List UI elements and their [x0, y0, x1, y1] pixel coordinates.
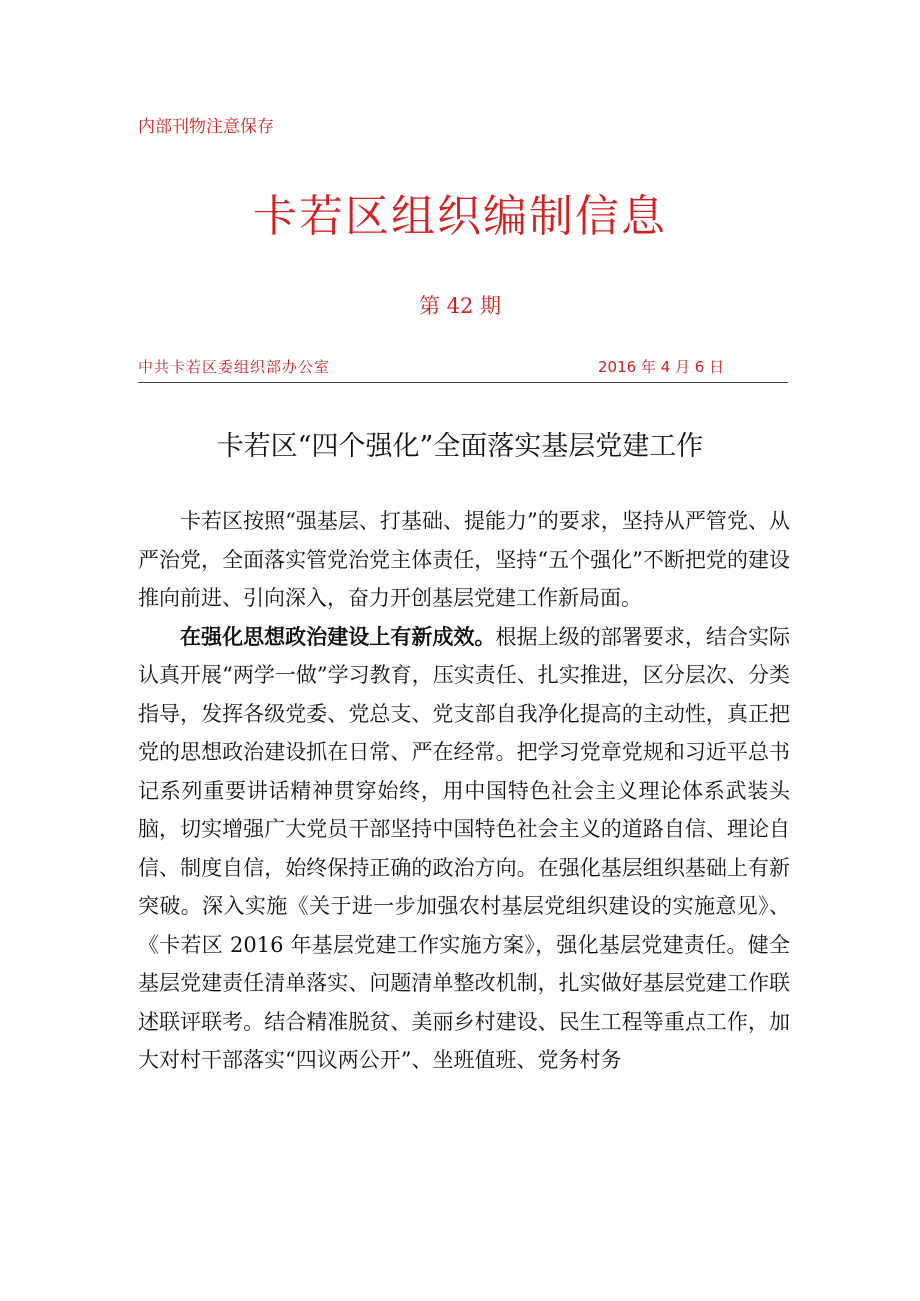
paragraph-text: 根据上级的部署要求，结合实际认真开展“两学一做”学习教育，压实责任、扎实推进，区分层次、分类指导，发挥各级党委、党总支、党支部自我净化提高的主动性，真正把党的思想政治建设抓在日常、严在经常。把学习党章党规和习近平总书记系列重要讲话精神贯穿始终，用中国特色社会主义理论体系武装头脑，切实增强广大党员干部坚持中国特色社会主义的道路自信、理论自信、制度自信，始终保持正确的政治方向。在强化基层组织基础上有新突破。深入实施《关于进一步加强农村基层党组织建设的实施意见》、《卡若区 2016 年基层党建工作实施方案》，强化基层党建责任。健全基层党建责任清单落实、问题清单整改机制，扎实做好基层党建工作联述联评联考。结合精准脱贫、美丽乡村建设、民生工程等重点工作，加大对村干部落实“四议两公开”、坐班值班、党务村务 — [138, 624, 791, 1072]
issuer: 中共卡若区委组织部办公室 — [138, 358, 331, 376]
paragraph-lead: 在强化思想政治建设上有新成效。 — [180, 623, 496, 649]
issue-info-bar — [138, 356, 788, 383]
article-body — [138, 502, 790, 1080]
issue-number: 第 42 期 — [418, 294, 502, 318]
article-title: 卡若区“四个强化”全面落实基层党建工作 — [216, 431, 704, 462]
paragraph: 卡若区按照“强基层、打基础、提能力”的要求，坚持从严管党、从严治党，全面落实管党治党主体责任，坚持“五个强化”不断把党的建设推向前进、引向深入，奋力开创基层党建工作新局面。 — [138, 509, 790, 610]
masthead-title: 卡若区组织编制信息 — [253, 191, 667, 242]
paragraph — [138, 618, 790, 1080]
issue-date: 2016 年 4 月 6 日 — [598, 358, 725, 376]
internal-notice: 内部刊物注意保存 — [138, 117, 274, 137]
